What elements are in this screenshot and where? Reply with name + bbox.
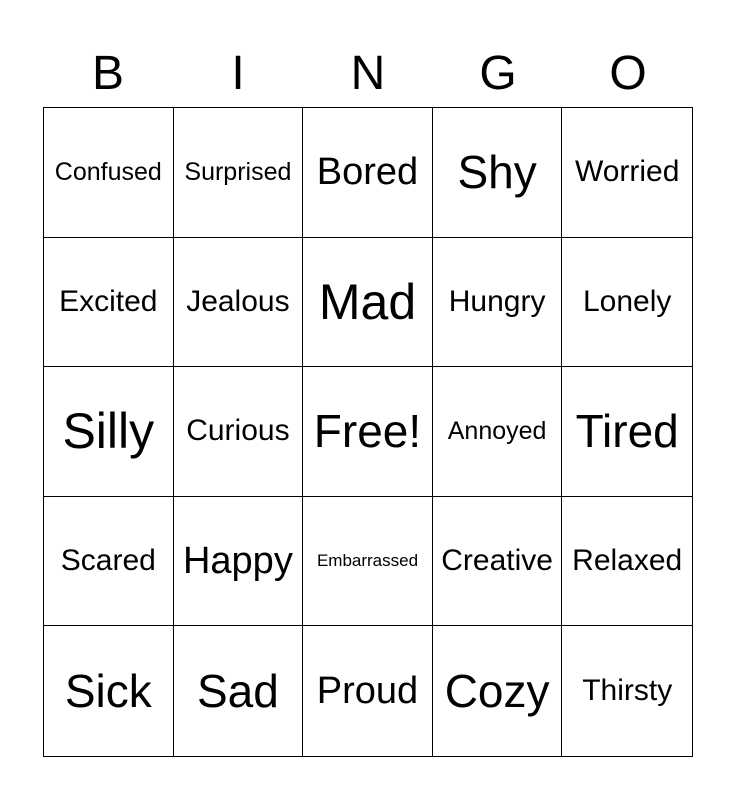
bingo-cell: Shy: [433, 108, 563, 238]
bingo-cell: Sick: [44, 626, 174, 756]
bingo-cell: Proud: [303, 626, 433, 756]
header-letter-b: B: [91, 47, 124, 100]
bingo-cell: Thirsty: [582, 674, 673, 708]
bingo-cell: Free!: [303, 367, 433, 497]
header-letter-o: O: [609, 47, 647, 100]
header-letter-n: N: [350, 47, 386, 100]
bingo-cell: Annoyed: [433, 367, 563, 497]
bingo-cell: Surprised: [174, 108, 304, 238]
bingo-cell: Mad: [303, 238, 433, 368]
bingo-cell: Confused: [44, 108, 174, 238]
bingo-cell: Happy: [174, 497, 304, 627]
bingo-cell: Jealous: [174, 238, 304, 368]
bingo-header: [43, 40, 693, 108]
bingo-cell: Cozy: [433, 626, 563, 756]
bingo-cell: Bored: [303, 108, 433, 238]
bingo-cell: Tired: [562, 367, 692, 497]
bingo-cell: Curious: [174, 367, 304, 497]
bingo-cell: Creative: [433, 497, 563, 627]
bingo-cell: Hungry: [433, 238, 563, 368]
bingo-cell: Silly: [44, 367, 174, 497]
bingo-cell: Embarrassed: [303, 497, 433, 627]
bingo-cell: Relaxed: [562, 497, 692, 627]
bingo-cell: Excited: [44, 238, 174, 368]
header-letter-g: G: [479, 47, 517, 100]
bingo-cell: Scared: [44, 497, 174, 627]
bingo-cell: Lonely: [562, 238, 692, 368]
bingo-cell: Worried: [562, 108, 692, 238]
bingo-card-grid: [43, 107, 693, 757]
bingo-cell: Sad: [174, 626, 304, 756]
header-letter-i: I: [231, 47, 245, 100]
